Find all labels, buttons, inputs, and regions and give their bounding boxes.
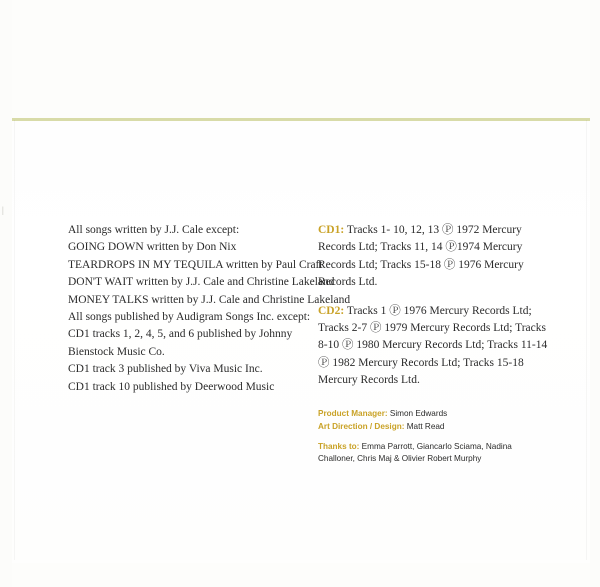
cd2-label: CD2: — [318, 304, 345, 317]
cd2-copyright-text: Tracks 1 Ⓟ 1976 Mercury Records Ltd; Tracks 2-7 Ⓟ 1979 Mercury Records Ltd; Tracks 8-10 Ⓟ 1980 Mercury Records Ltd; Tracks 11-14 Ⓟ 1982 Mercury Records Ltd; Tracks 15-18 Mercury Records Ltd. — [318, 304, 548, 387]
credit-line: CD1 track 3 published by Viva Music Inc. — [68, 363, 263, 376]
credit-art-direction — [318, 420, 550, 434]
art-direction-value: Matt Read — [404, 422, 445, 432]
cd1-label: CD1: — [318, 224, 345, 236]
credit-line: CD1 track 10 published by Deerwood Music — [68, 380, 275, 393]
credit-line: MONEY TALKS written by J.J. Cale and Christine Lakeland — [68, 293, 351, 306]
paper-edge-right — [590, 0, 600, 587]
credit-product-manager — [318, 407, 550, 421]
thanks-value: Emma Parrott, Giancarlo Sciama, Nadina Challoner, Chris Maj & Olivier Robert Murphy — [318, 441, 512, 464]
art-direction-label: Art Direction / Design: — [318, 422, 405, 432]
fold-mark-right — [586, 120, 587, 560]
thanks-label: Thanks to: — [318, 441, 360, 451]
cd1-copyright-text: Tracks 1- 10, 12, 13 Ⓟ 1972 Mercury Records Ltd; Tracks 11, 14 Ⓟ1974 Mercury Records Ltd; Tracks 15-18 Ⓟ 1976 Mercury Records Ltd. — [318, 224, 524, 289]
credit-line: GOING DOWN written by Don Nix — [68, 241, 237, 254]
credit-line: TEARDROPS IN MY TEQUILA written by Paul Craft — [68, 258, 323, 271]
paper-edge-left — [0, 0, 12, 587]
cd2-copyright-block — [318, 303, 550, 390]
product-manager-label: Product Manager: — [318, 408, 388, 418]
cd1-copyright-block — [318, 222, 550, 292]
product-manager-value: Simon Edwards — [387, 408, 448, 418]
paper-edge-top — [0, 0, 600, 118]
credit-line: All songs written by J.J. Cale except: — [68, 224, 240, 236]
credit-line: DON'T WAIT written by J.J. Cale and Christine Lakeland — [68, 276, 335, 289]
edge-tick-mark: | — [2, 205, 4, 215]
credit-line: Bienstock Music Co. — [68, 345, 165, 358]
credit-line: CD1 tracks 1, 2, 4, 5, and 6 published by Johnny — [68, 328, 293, 341]
credit-line: All songs published by Audigram Songs Inc. except: — [68, 311, 311, 324]
fold-mark-left — [14, 120, 15, 560]
production-credits — [318, 407, 550, 466]
thanks-block — [318, 441, 546, 466]
credits-right-column — [318, 222, 550, 465]
paper-edge-bottom — [0, 560, 600, 587]
